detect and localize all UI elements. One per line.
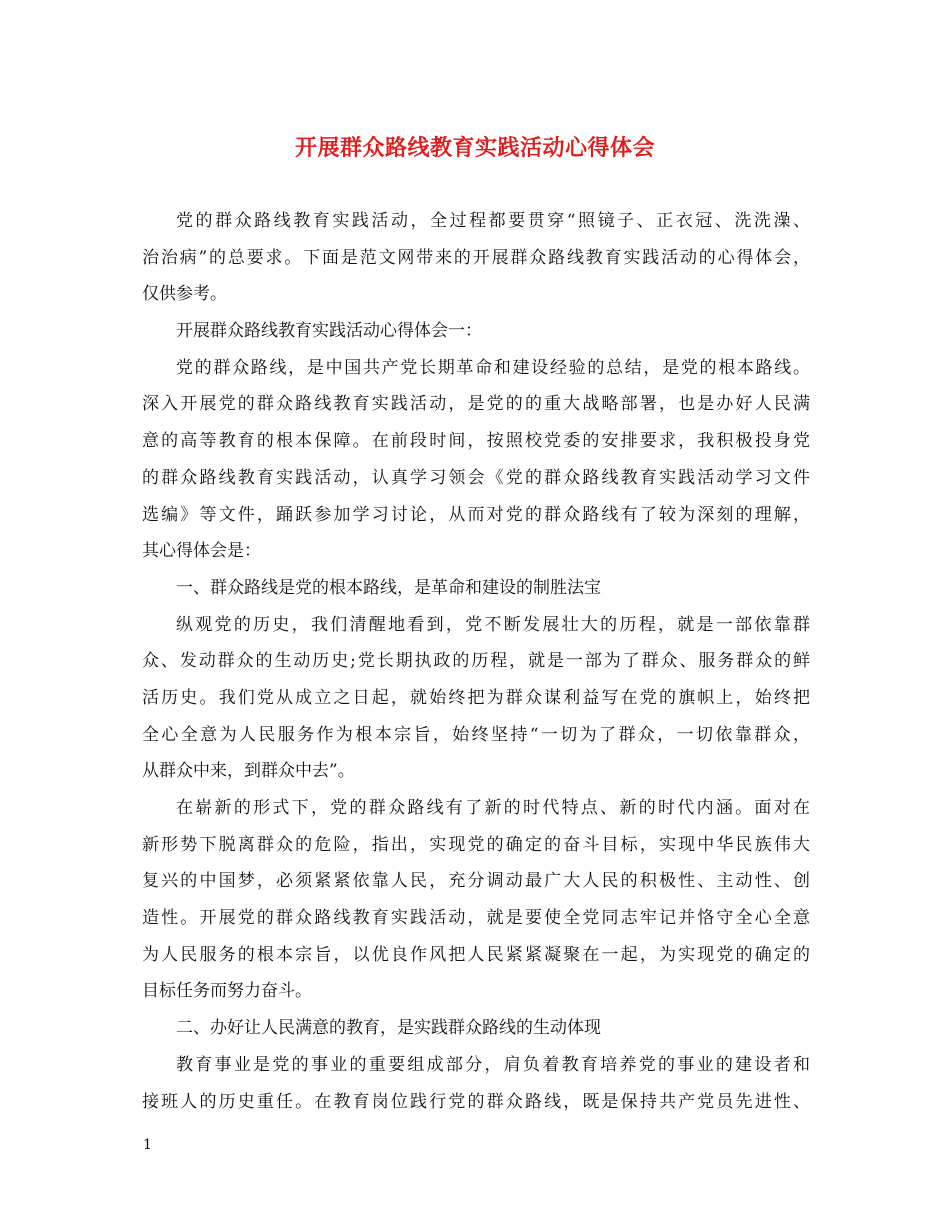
body-line: 从群众中来，到群众中去”。 [142, 761, 355, 782]
body-line: 仅供参考。 [142, 284, 227, 305]
body-line: 党的群众路线，是中国共产党长期革命和建设经验的总结，是党的根本路线。 [176, 357, 810, 378]
body-line: 一、群众路线是党的根本路线，是革命和建设的制胜法宝 [176, 577, 601, 598]
body-line: 的群众路线教育实践活动，认真学习领会《党的群众路线教育实践活动学习文件 [142, 467, 810, 488]
body-line: 在崭新的形式下，党的群众路线有了新的时代特点、新的时代内涵。面对在 [176, 798, 810, 818]
body-line: 选编》等文件，踊跃参加学习讨论，从而对党的群众路线有了较为深刻的理解， [142, 504, 810, 525]
page-number: 1 [143, 1137, 152, 1153]
body-line: 目标任务而努力奋斗。 [142, 981, 312, 1002]
body-line: 为人民服务的根本宗旨，以优良作风把人民紧紧凝聚在一起，为实现党的确定的 [142, 944, 810, 965]
body-line: 接班人的历史重任。在教育岗位践行党的群众路线，既是保持共产党员先进性、 [142, 1091, 810, 1112]
body-line: 二、办好让人民满意的教育，是实践群众路线的生动体现 [176, 1018, 601, 1039]
body-line: 纵观党的历史，我们清醒地看到，党不断发展壮大的历程，就是一部依靠群 [176, 614, 810, 635]
body-line: 其心得体会是： [142, 541, 261, 562]
body-line: 深入开展党的群众路线教育实践活动，是党的的重大战略部署，也是办好人民满 [142, 394, 810, 415]
body-line: 活历史。我们党从成立之日起，就始终把为群众谋利益写在党的旗帜上，始终把 [142, 687, 810, 708]
body-line: 复兴的中国梦，必须紧紧依靠人民，充分调动最广大人民的积极性、主动性、创 [142, 871, 810, 892]
body-line: 新形势下脱离群众的危险，指出，实现党的确定的奋斗目标，实现中华民族伟大 [142, 834, 810, 855]
body-line: 造性。开展党的群众路线教育实践活动，就是要使全党同志牢记并恪守全心全意 [142, 908, 810, 929]
body-line: 开展群众路线教育实践活动心得体会一： [176, 321, 482, 342]
body-line: 党的群众路线教育实践活动，全过程都要贯穿“照镜子、正衣冠、洗洗澡、 [176, 211, 810, 231]
body-line: 众、发动群众的生动历史;党长期执政的历程，就是一部为了群众、服务群众的鲜 [142, 651, 810, 672]
body-line: 教育事业是党的事业的重要组成部分，肩负着教育培养党的事业的建设者和 [176, 1054, 810, 1075]
body-line: 治治病”的总要求。下面是范文网带来的开展群众路线教育实践活动的心得体会， [142, 247, 810, 268]
document-body [142, 203, 810, 1120]
body-line: 意的高等教育的根本保障。在前段时间，按照校党委的安排要求，我积极投身党 [142, 431, 810, 452]
body-line: 全心全意为人民服务作为根本宗旨，始终坚持“一切为了群众，一切依靠群众， [142, 724, 810, 745]
document-title: 开展群众路线教育实践活动心得体会 [294, 135, 655, 161]
